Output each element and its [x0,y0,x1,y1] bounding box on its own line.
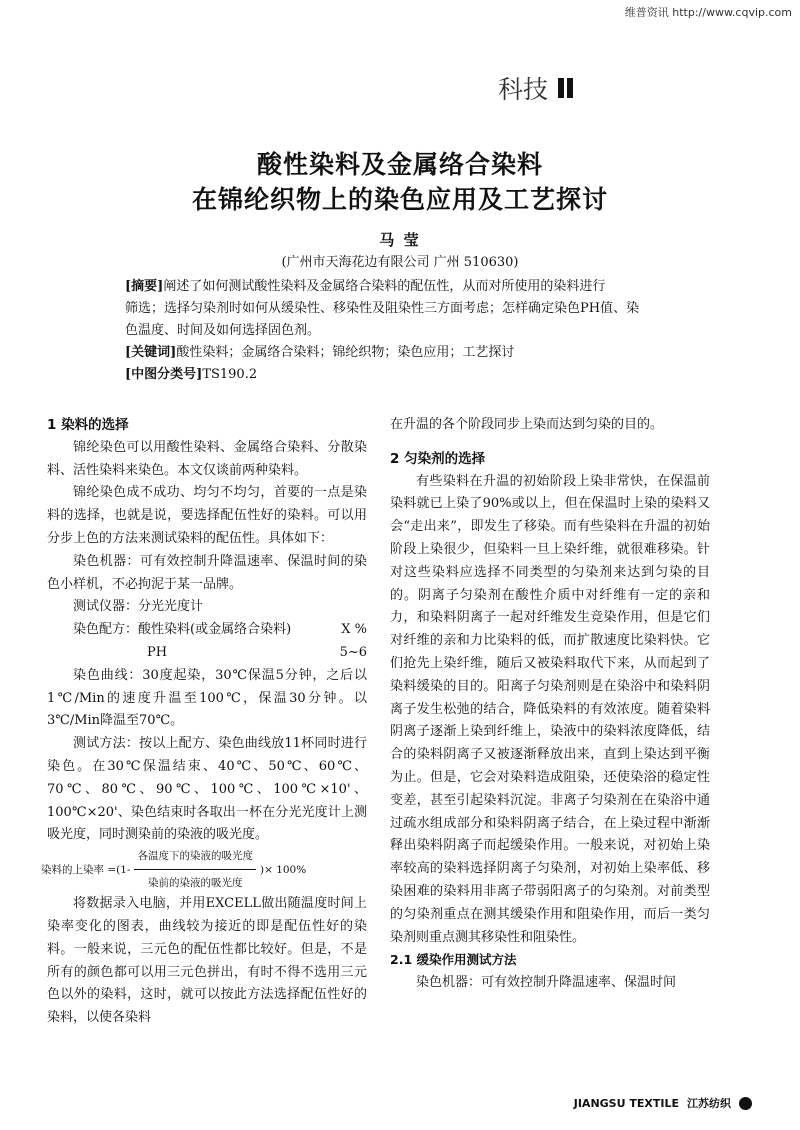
paragraph: 锦纶染色可以用酸性染料、金属络合染料、分散染料、活性染料来染色。本文仅谈前两种染料。 [47,439,367,478]
title-line-1: 酸性染料及金属络合染料 [256,150,543,179]
formula-denominator: 染前的染液的吸光度 [147,877,243,890]
footer [574,1095,752,1111]
abstract-label: [摘要] [125,279,164,294]
paragraph: 染色机器：可有效控制升降温速率、保温时间的染色小样机，不必拘泥于某一品牌。 [47,553,367,592]
paragraph: 有些染料在升温的初始阶段上染非常快，在保温前染料就已上染了90%或以上，但在保温时上染的染料又会“走出来”，即发生了移染。而有些染料在升温的初始阶段上染很少，但染料一旦上染纤维，就很难移染。针对这些染料应选择不同类型的匀染剂来达到匀染的目的。阴离子匀染剂在酸性介质中对纤维有一定的亲和力，和染料阴离子一起对纤维发生竞染作用，但是它们对纤维的亲和力比染料的低，而扩散速度比染料快。它们抢先上染纤维，随后又被染料取代下来，从而起到了染料缓染的目的。阳离子匀染剂则是在染浴中和染料阴离子发生松弛的结合，降低染料的有效浓度。随着染料阴离子逐渐上染到纤维上，染液中的染料浓度降低，结合的染料阴离子又被逐渐释放出来，直到上染达到平衡为止。但是，它会对染料造成阻染，还使染浴的稳定性变差，甚至引起染料沉淀。非离子匀染剂在在染浴中通过疏水组成部分和染料阴离子结合，在上染过程中渐渐释出染料阴离子而起缓染作用。一般来说，对初始上染率较高的染料选择阴离子匀染剂，对初始上染率低、移染困难的染料用非离子带弱阳离子的匀染剂。对前类型的匀染剂重点在测其缓染作用和阻染作用，而后一类匀染剂则重点测其移染性和阻染性。 [390,473,710,945]
formula-fraction [134,845,256,895]
journal-name-cn: 江苏纺织 [687,1097,731,1110]
keywords-label: [关键词] [125,345,177,360]
paragraph: 将数据录入电脑，并用EXCELL做出随温度时间上染率变化的图表，曲线较为接近的即是配伍性好的染料。一般来说，三元色的配伍性都比较好。但是，不是所有的颜色都可以用三元色拼出，有时不得不选用三元色以外的染料，这时，就可以按此方法选择配伍性好的染料，以使各染料 [47,896,367,1026]
recipe-label: 染色配方：酸性染料(或金属络合染料) [73,622,292,638]
abstract-line-2: 筛选；选择匀染剂时如何从缓染性、移染性及阻染性三方面考虑；怎样确定染色PH值、染 [125,301,640,316]
formula-rhs: )× 100% [259,863,307,876]
journal-logo-icon [739,1097,752,1110]
paragraph: 锦纶染色成不成功、均匀不均匀，首要的一点是染料的选择，也就是说，要选择配伍性好的染料。可以用分步上色的方法来测试染料的配伍性。具体如下： [47,485,367,546]
abstract-line-1: 阐述了如何测试酸性染料及金属络合染料的配伍性，从而对所使用的染料进行 [163,279,606,294]
paragraph: 在升温的各个阶段同步上染而达到匀染的目的。 [390,417,664,432]
section-bars-icon [558,78,573,98]
affiliation: (广州市天海花边有限公司 广州 510630) [281,255,519,270]
formula-numerator: 各温度下的染液的吸光度 [134,845,256,870]
paragraph: 染色曲线：30度起染，30℃保温5分钟，之后以1℃/Min的速度升温至100℃，保温30分钟。以3℃/Min降温至70℃。 [47,667,367,729]
right-column [390,414,710,995]
abstract-line-3: 色温度、时间及如何选择固色剂。 [125,323,321,338]
paragraph: 测试仪器：分光光度计 [73,599,204,615]
classification-label: [中图分类号] [125,367,203,382]
formula [41,847,367,893]
journal-name: JIANGSU TEXTILE [573,1096,679,1110]
abstract-block [125,276,665,386]
heading-2-1: 2.1 缓染作用测试方法 [390,952,517,968]
heading-2: 2 匀染剂的选择 [390,450,486,467]
ph-label: PH [147,644,168,660]
recipe-row [47,619,367,642]
paragraph: 染色机器：可有效控制升降温速率、保温时间 [416,975,677,991]
classification-text: TS190.2 [202,367,258,382]
heading-1: 1 染料的选择 [47,417,129,433]
left-column [41,414,367,1030]
watermark: 维普资讯 http://www.cqvip.com [624,6,792,19]
author: 马 莹 [379,231,421,249]
title-line-2: 在锦纶织物上的染色应用及工艺探讨 [191,185,608,214]
section-tag [498,70,573,106]
ph-value: 5~6 [339,644,367,660]
ph-row [47,642,367,665]
paragraph: 测试方法：按以上配方、染色曲线放11杯同时进行染色。在30℃保温结束、40℃、50℃、60℃、70℃、80℃、90℃、100℃、100℃×10'、100℃×20'、染色结束时各取出一杯在分光光度计上测吸光度，同时测染前的染液的吸光度。 [47,736,367,843]
keywords-text: 酸性染料；金属络合染料；锦纶织物；染色应用；工艺探讨 [176,345,515,360]
recipe-value: X % [341,622,367,638]
section-label: 科技 [498,75,549,104]
formula-lhs: 染料的上染率 =(1- [41,863,131,876]
